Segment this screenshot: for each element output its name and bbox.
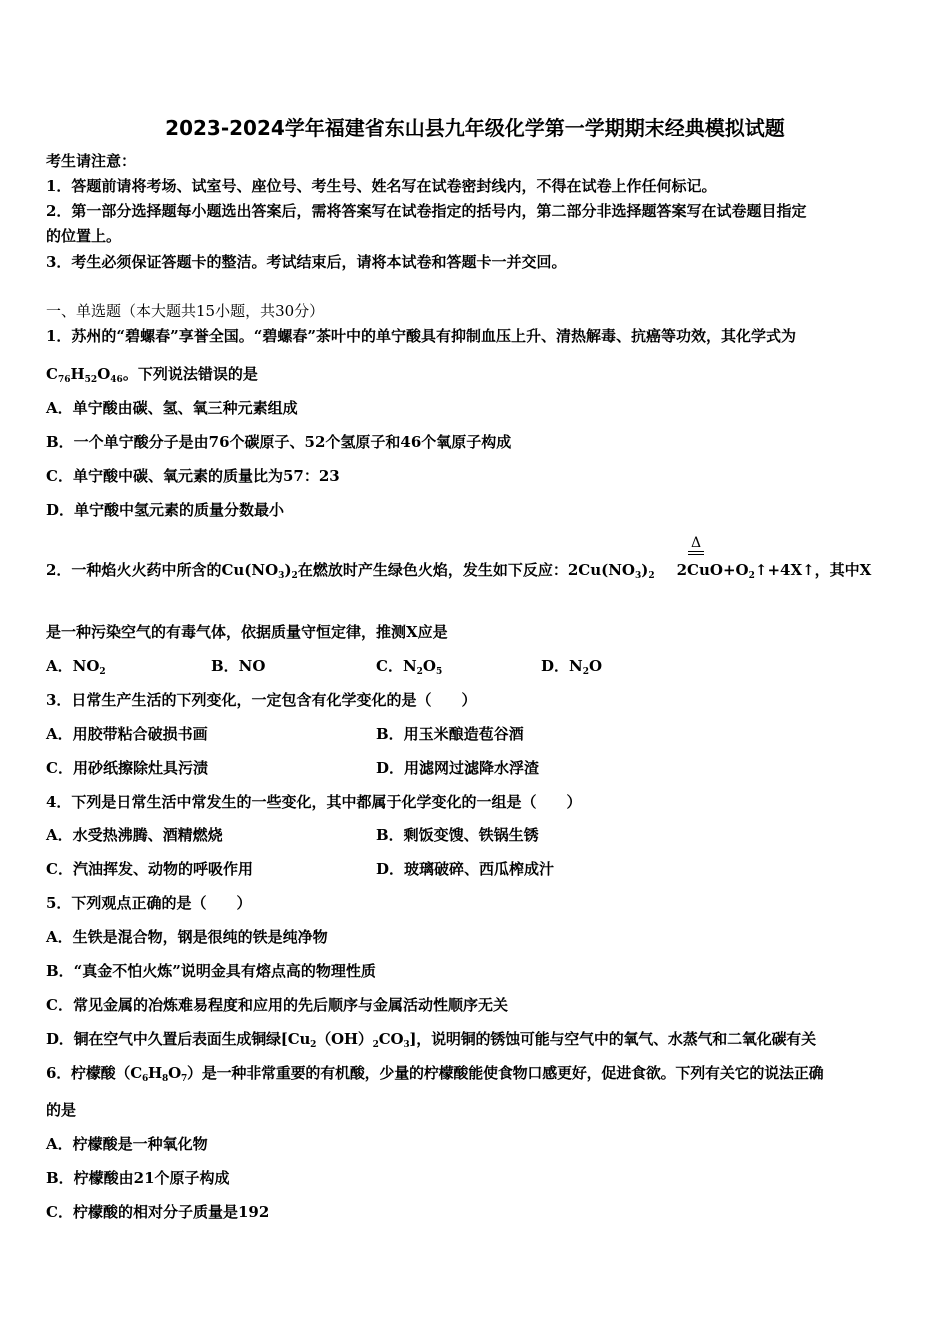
- question-3-option-d: D．用滤网过滤降水浮渣: [376, 759, 540, 777]
- question-6-stem: 6．柠檬酸$(C_6H_8O_7)$是一种非常重要的有机酸，少量的柠檬酸能使食物口感更好，促进食欲。下列有关它的说法正确: [46, 1064, 824, 1084]
- question-3-stem: 3．日常生产生活的下列变化，一定包含有化学变化的是（ ）: [46, 691, 477, 709]
- question-3-option-a: A．用胶带粘合破损书画: [46, 725, 208, 743]
- question-5-option-d: D．铜在空气中久置后表面生成铜绿$[Cu_2(OH)_2CO_3]$，说明铜的锈蚀可能与空气中的氧气、水蒸气和二氧化碳有关: [46, 1030, 816, 1050]
- question-1-option-d: D．单宁酸中氢元素的质量分数最小: [46, 501, 285, 519]
- question-4-stem: 4．下列是日常生活中常发生的一些变化，其中都属于化学变化的一组是（ ）: [46, 793, 582, 811]
- question-6-stem-line2: 的是: [46, 1101, 77, 1119]
- question-5-option-b: B．“真金不怕火炼”说明金具有熔点高的物理性质: [46, 962, 376, 980]
- question-3-option-b: B．用玉米酿造苞谷酒: [376, 725, 524, 743]
- question-5-stem: 5．下列观点正确的是（ ）: [46, 894, 252, 912]
- question-4-option-d: D．玻璃破碎、西瓜榨成汁: [376, 860, 555, 878]
- question-2-option-a: A．$NO_2$: [46, 657, 106, 677]
- notice-item: 的位置上。: [46, 227, 122, 245]
- question-6-option-b: B．柠檬酸由21个原子构成: [46, 1169, 230, 1187]
- question-1-stem: 1．苏州的“碧螺春”享誉全国。“碧螺春”茶叶中的单宁酸具有抑制血压上升、清热解毒、抗癌等功效，其化学式为: [46, 327, 796, 345]
- question-3-option-c: C．用砂纸擦除灶具污渍: [46, 759, 208, 777]
- section-heading: 一、单选题（本大题共15小题，共30分）: [46, 302, 325, 320]
- question-4-option-c: C．汽油挥发、动物的呼吸作用: [46, 860, 253, 878]
- page-title: 2023-2024学年福建省东山县九年级化学第一学期期末经典模拟试题: [165, 116, 785, 140]
- question-2-option-c: C．$N_2O_5$: [376, 657, 443, 677]
- question-2-stem-line2: 是一种污染空气的有毒气体，依据质量守恒定律，推测X应是: [46, 623, 448, 641]
- question-2-stem: 2．一种焰火火药中所含的$Cu(NO_3)_2$在燃放时产生绿色火焰，发生如下反应：$2Cu(NO_3)_2$ $2CuO+O_2↑+4X↑$，其中X: [46, 561, 872, 581]
- question-4-option-b: B．剩饭变馊、铁锅生锈: [376, 826, 539, 844]
- reaction-condition: Δ: [688, 536, 704, 555]
- notice-heading: 考生请注意：: [46, 152, 137, 170]
- question-1-option-c: C．单宁酸中碳、氧元素的质量比为57：23: [46, 467, 340, 485]
- notice-item: 1．答题前请将考场、试室号、座位号、考生号、姓名写在试卷密封线内，不得在试卷上作任何标记。: [46, 177, 717, 195]
- question-2-option-d: D．$N_2O$: [541, 657, 603, 677]
- question-6-option-c: C．柠檬酸的相对分子质量是192: [46, 1203, 270, 1221]
- question-2-option-b: B．NO: [211, 657, 266, 675]
- question-1-option-b: B．一个单宁酸分子是由76个碳原子、52个氢原子和46个氧原子构成: [46, 433, 512, 451]
- question-5-option-c: C．常见金属的冶炼难易程度和应用的先后顺序与金属活动性顺序无关: [46, 996, 508, 1014]
- question-1-formula-line: $C_{76}H_{52}O_{46}$。下列说法错误的是: [46, 365, 258, 385]
- question-5-option-a: A．生铁是混合物，钢是很纯的铁是纯净物: [46, 928, 328, 946]
- question-4-option-a: A．水受热沸腾、酒精燃烧: [46, 826, 223, 844]
- notice-item: 2．第一部分选择题每小题选出答案后，需将答案写在试卷指定的括号内，第二部分非选择题答案写在试卷题目指定: [46, 202, 807, 220]
- notice-item: 3．考生必须保证答题卡的整洁。考试结束后，请将本试卷和答题卡一并交回。: [46, 253, 567, 271]
- question-1-option-a: A．单宁酸由碳、氢、氧三种元素组成: [46, 399, 298, 417]
- question-6-option-a: A．柠檬酸是一种氧化物: [46, 1135, 208, 1153]
